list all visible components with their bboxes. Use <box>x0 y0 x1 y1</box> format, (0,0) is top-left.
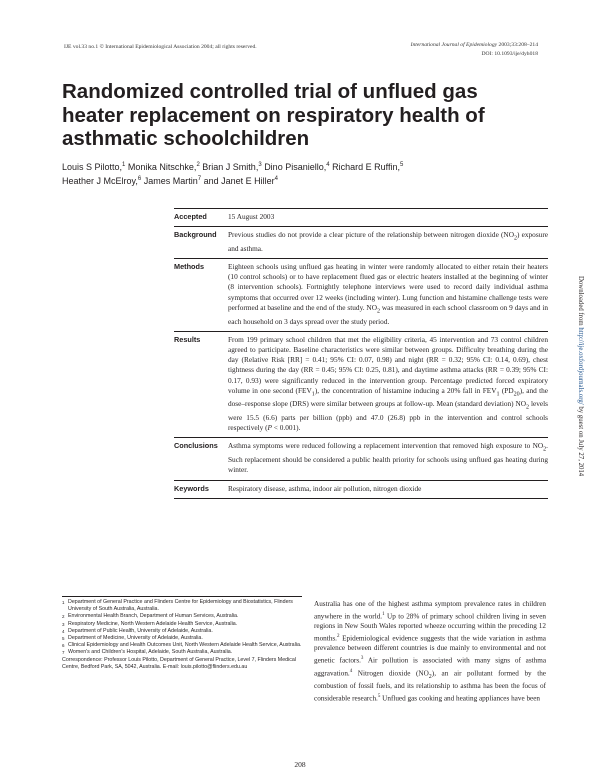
footnote: 4 Department of Public Health, University of Adelaide, Australia. <box>62 627 213 634</box>
abstract-row-conclusions <box>174 437 548 479</box>
abstract-label: Methods <box>174 262 204 272</box>
abstract-row-accepted <box>174 208 548 226</box>
doi: DOI: 10.1093/ije/dyh018 <box>481 51 538 57</box>
abstract-text: From 199 primary school children that met the eligibility criteria, 45 intervention and 73 control children agreed to participate. Baseline characteristics were similar between groups. Difficulty breathing during the day (Relative Risk [RR] = 0.41; 95% CI: 0.07, 0.98) and night (RR = 0.32; 95% CI: 0.14, 0.69), chest tightness during the day (RR = 0.45; 95% CI: 0.25, 0.81), and daytime asthma attacks (RR = 0.39; 95% CI: 0.17, 0.93) were significantly reduced in the intervention group. Percentage predicted forced expiratory volume in one second $(FEV_1)$, the concentration of histamine inducing a 20% fall in $FEV_1$ $(PD_{20})$, and the dose–response slope (DRS) were similar between groups at follow-up. Mean (standard deviation) $NO_2$ levels were 15.5 (6.6) parts per billion (ppb) and 47.0 (26.8) ppb in the intervention and control schools respectively (P < 0.001). <box>228 334 548 433</box>
author: Heather J McElroy,$^6$ <box>62 175 142 186</box>
article-title: Randomized controlled trial of unflued gas heater replacement on respiratory health of asthmatic schoolchildren <box>62 80 485 150</box>
abstract-text: 15 August 2003 <box>228 212 275 221</box>
journal-issue: 2003;33:208–214 <box>498 42 538 48</box>
footnote: 3 Respiratory Medicine, North Western Adelaide Health Service, Australia. <box>62 620 238 627</box>
author: and Janet E Hiller$^4$ <box>203 175 278 186</box>
abstract-label: Keywords <box>174 483 209 493</box>
abstract-row-keywords <box>174 480 548 499</box>
abstract-label: Results <box>174 334 201 344</box>
abstract-text: Asthma symptoms were reduced following a replacement intervention that removed high exposure to $NO_2$. Such replacement should be considered a public health priority for schools using unflued gas heating during winter. <box>228 441 548 475</box>
author: James Martin$^7$ <box>143 175 202 186</box>
download-watermark: Downloaded from http://ije.oxfordjournals.org/ by guest on July 27, 2014 <box>577 276 584 477</box>
footnotes <box>62 599 304 671</box>
footnote: 7 Women's and Children's Hospital, Adelaide, South Australia, Australia. <box>62 649 233 656</box>
footnote: 6 Clinical Epidemiology and Health Outcomes Unit, North Western Adelaide Health Service, Australia. <box>62 642 302 649</box>
abstract-text: Respiratory disease, asthma, indoor air pollution, nitrogen dioxide <box>228 483 422 493</box>
journal-citation <box>411 41 538 59</box>
author: Monika Nitschke,$^2$ <box>127 162 200 172</box>
author-list <box>62 160 522 187</box>
abstract-label: Conclusions <box>174 441 218 451</box>
abstract-label: Background <box>174 230 217 240</box>
author: Louis S Pilotto,$^1$ <box>62 162 126 172</box>
body-paragraph: Australia has one of the highest asthma symptom prevalence rates in children anywhere in the world.$^1$ Up to 28% of primary school children living in seven regions in New South Wales reported wheeze occurring within the preceding 12 months.$^2$ Epidemiological evidence suggests that the wide variation in asthma prevalence between different countries is due mainly to environmental and not genetic factors.$^3$ Air pollution is associated with many signs of asthma aggravation.$^4$ Nitrogen dioxide $(NO_2)$, an air pollutant formed by the combustion of fossil fuels, and its relationship to asthma has been the focus of considerable research.$^5$ Unflued gas cooking and heating appliances have been <box>314 600 547 703</box>
journal-name: International Journal of Epidemiology <box>410 42 498 48</box>
page-number: 208 <box>294 760 306 769</box>
footnote: 1 Department of General Practice and Flinders Centre for Epidemiology and Biostatistics, Flinders University of South Australia, Australia. <box>62 599 293 613</box>
footnote: 5 Department of Medicine, University of Adelaide, Australia. <box>62 635 203 642</box>
author: Brian J Smith,$^3$ <box>202 162 262 172</box>
abstract-row-background <box>174 226 548 258</box>
correspondence: Correspondence: Professor Louis Pilotto, Department of General Practice, Level 7, Flinders Medical Centre, Bedford Park, SA, 5042, Australia. E-mail: louis.pilotto@flinders.edu.au <box>62 656 297 670</box>
abstract-text: Previous studies do not provide a clear picture of the relationship between nitrogen dioxide $(NO_2)$ exposure and asthma. <box>228 230 548 253</box>
abstract-row-results <box>174 331 548 438</box>
footnote: 2 Environmental Health Branch, Department of Human Services, Australia. <box>62 613 239 620</box>
abstract-label: Accepted <box>174 212 207 221</box>
author: Dino Pisaniello,$^4$ <box>264 162 330 172</box>
footnote-divider <box>62 596 302 597</box>
journal-copyright-line: IJE vol.33 no.1 © International Epidemiological Association 2004; all rights reserved. <box>64 44 257 50</box>
download-link[interactable]: http://ije.oxfordjournals.org/ <box>577 327 584 405</box>
abstract-text: Eighteen schools using unflued gas heating in winter were randomly allocated to either retain their heaters (10 control schools) or to have replacement flued gas or electric heaters installed at the beginning of winter (8 intervention schools). Fortnightly telephone interviews were used to record daily individual asthma symptoms that occurred over 12 weeks (including winter). Lung function and histamine challenge tests were performed at baseline and the end of the study. $NO_2$ was measured in each school classroom on 9 days and in each household on 3 days spread over the study period. <box>228 262 548 326</box>
abstract-row-methods <box>174 258 548 331</box>
abstract-table <box>174 208 548 499</box>
author: Richard E Ruffin,$^5$ <box>332 162 404 172</box>
